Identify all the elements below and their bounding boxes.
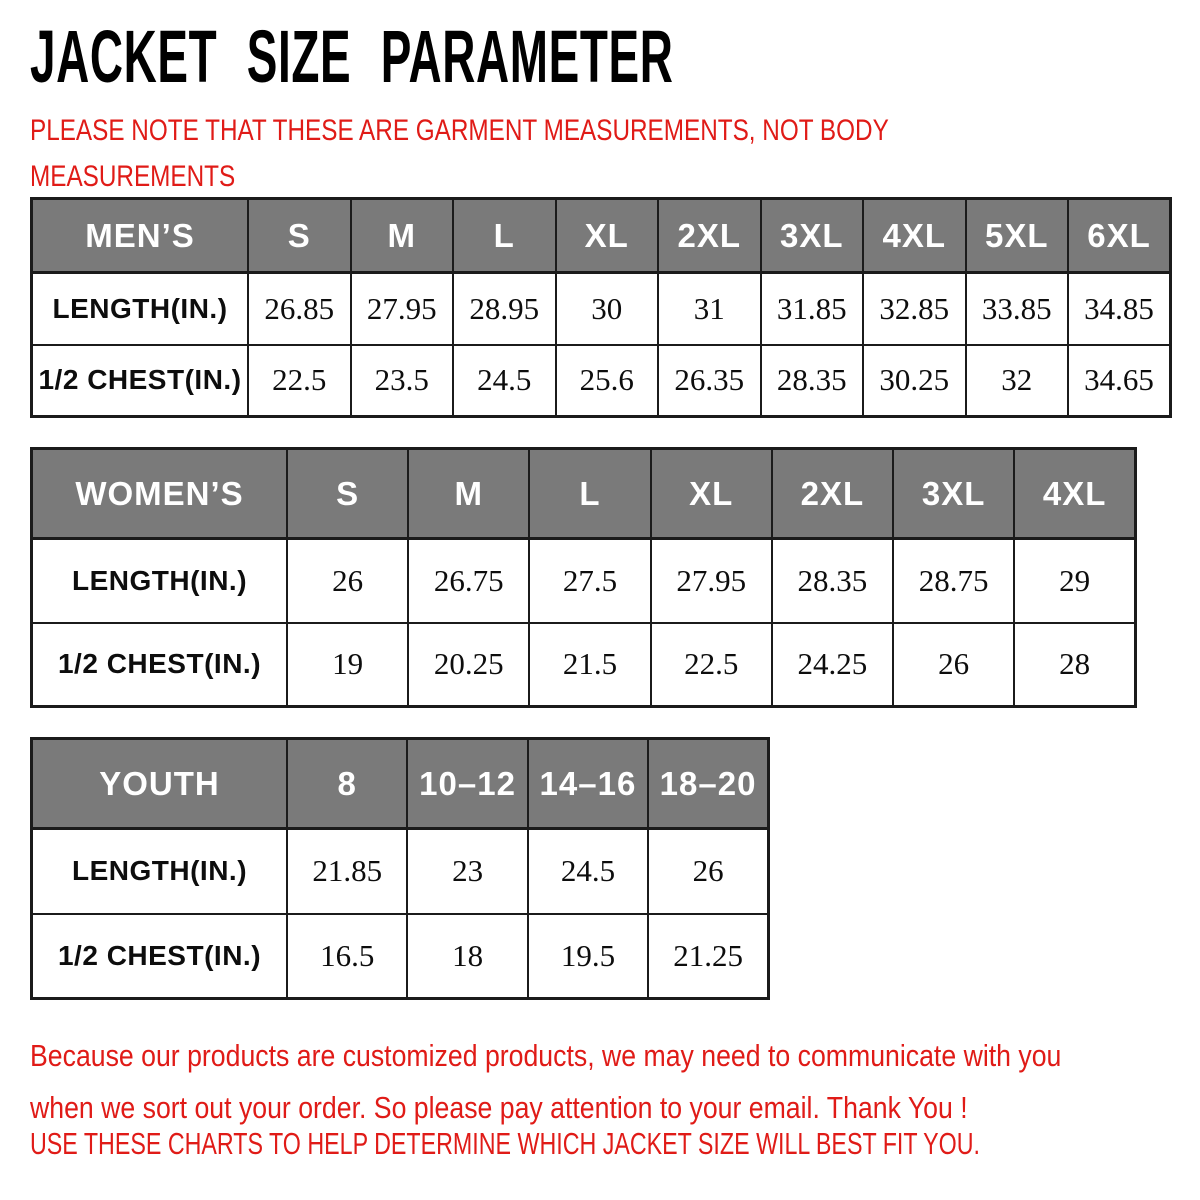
youth-value-cell: 26 bbox=[648, 829, 768, 914]
mens-value-cell: 31.85 bbox=[761, 273, 864, 345]
mens-size-header: 5XL bbox=[966, 199, 1069, 273]
youth-value-cell: 24.5 bbox=[528, 829, 648, 914]
youth-value-cell: 23 bbox=[407, 829, 527, 914]
youth-value-cell: 16.5 bbox=[287, 914, 407, 999]
customization-notice-line-1: Because our products are customized products, we may need to communicate with you bbox=[30, 1038, 1062, 1073]
youth-data-row bbox=[32, 829, 769, 914]
mens-header-row bbox=[32, 199, 1171, 273]
mens-value-cell: 28.95 bbox=[453, 273, 556, 345]
mens-size-table bbox=[30, 197, 1172, 418]
womens-value-cell: 29 bbox=[1014, 539, 1135, 623]
mens-measure-label: 1/2 CHEST(IN.) bbox=[32, 345, 249, 417]
mens-value-cell: 22.5 bbox=[248, 345, 351, 417]
garment-measurement-note bbox=[30, 108, 889, 200]
womens-size-header: 4XL bbox=[1014, 449, 1135, 539]
youth-size-header: 8 bbox=[287, 739, 407, 829]
youth-value-cell: 18 bbox=[407, 914, 527, 999]
mens-value-cell: 32 bbox=[966, 345, 1069, 417]
customization-notice bbox=[30, 1030, 1061, 1134]
womens-size-header: M bbox=[408, 449, 529, 539]
womens-value-cell: 24.25 bbox=[772, 623, 893, 707]
mens-size-header: S bbox=[248, 199, 351, 273]
womens-value-cell: 19 bbox=[287, 623, 408, 707]
mens-value-cell: 23.5 bbox=[351, 345, 454, 417]
womens-value-cell: 20.25 bbox=[408, 623, 529, 707]
womens-header-row bbox=[32, 449, 1136, 539]
page-title: JACKET SIZE PARAMETER bbox=[30, 15, 674, 98]
youth-size-header: 18–20 bbox=[648, 739, 768, 829]
womens-measure-label: 1/2 CHEST(IN.) bbox=[32, 623, 288, 707]
mens-measure-label: LENGTH(IN.) bbox=[32, 273, 249, 345]
youth-measure-label: LENGTH(IN.) bbox=[32, 829, 288, 914]
womens-value-cell: 26.75 bbox=[408, 539, 529, 623]
womens-group-label: WOMEN’S bbox=[32, 449, 288, 539]
note-line-2: MEASUREMENTS bbox=[30, 160, 236, 193]
mens-value-cell: 24.5 bbox=[453, 345, 556, 417]
mens-value-cell: 26.85 bbox=[248, 273, 351, 345]
mens-size-header: L bbox=[453, 199, 556, 273]
womens-data-row bbox=[32, 623, 1136, 707]
womens-value-cell: 26 bbox=[287, 539, 408, 623]
mens-value-cell: 33.85 bbox=[966, 273, 1069, 345]
customization-notice-line-2: when we sort out your order. So please pay attention to your email. Thank You ! bbox=[30, 1090, 968, 1125]
womens-measure-label: LENGTH(IN.) bbox=[32, 539, 288, 623]
womens-size-header: XL bbox=[651, 449, 772, 539]
womens-size-table bbox=[30, 447, 1137, 708]
youth-value-cell: 21.25 bbox=[648, 914, 768, 999]
mens-size-header: 6XL bbox=[1068, 199, 1171, 273]
mens-size-header: 3XL bbox=[761, 199, 864, 273]
mens-value-cell: 32.85 bbox=[863, 273, 966, 345]
youth-header-row bbox=[32, 739, 769, 829]
mens-size-header: XL bbox=[556, 199, 659, 273]
mens-data-row bbox=[32, 345, 1171, 417]
youth-size-header: 14–16 bbox=[528, 739, 648, 829]
youth-group-label: YOUTH bbox=[32, 739, 288, 829]
mens-value-cell: 25.6 bbox=[556, 345, 659, 417]
womens-size-header: 3XL bbox=[893, 449, 1014, 539]
mens-value-cell: 34.65 bbox=[1068, 345, 1171, 417]
mens-data-row bbox=[32, 273, 1171, 345]
mens-value-cell: 31 bbox=[658, 273, 761, 345]
mens-value-cell: 34.85 bbox=[1068, 273, 1171, 345]
youth-value-cell: 21.85 bbox=[287, 829, 407, 914]
mens-value-cell: 30.25 bbox=[863, 345, 966, 417]
womens-value-cell: 27.5 bbox=[529, 539, 650, 623]
mens-value-cell: 26.35 bbox=[658, 345, 761, 417]
youth-data-row bbox=[32, 914, 769, 999]
mens-value-cell: 28.35 bbox=[761, 345, 864, 417]
youth-measure-label: 1/2 CHEST(IN.) bbox=[32, 914, 288, 999]
womens-value-cell: 26 bbox=[893, 623, 1014, 707]
womens-data-row bbox=[32, 539, 1136, 623]
mens-size-header: M bbox=[351, 199, 454, 273]
womens-value-cell: 28 bbox=[1014, 623, 1135, 707]
youth-value-cell: 19.5 bbox=[528, 914, 648, 999]
chart-usage-advice: USE THESE CHARTS TO HELP DETERMINE WHICH JACKET SIZE WILL BEST FIT YOU. bbox=[30, 1126, 981, 1161]
womens-size-header: L bbox=[529, 449, 650, 539]
womens-value-cell: 21.5 bbox=[529, 623, 650, 707]
mens-value-cell: 27.95 bbox=[351, 273, 454, 345]
womens-value-cell: 22.5 bbox=[651, 623, 772, 707]
mens-size-header: 4XL bbox=[863, 199, 966, 273]
womens-value-cell: 27.95 bbox=[651, 539, 772, 623]
womens-value-cell: 28.35 bbox=[772, 539, 893, 623]
mens-size-header: 2XL bbox=[658, 199, 761, 273]
mens-value-cell: 30 bbox=[556, 273, 659, 345]
womens-size-header: 2XL bbox=[772, 449, 893, 539]
note-line-1: PLEASE NOTE THAT THESE ARE GARMENT MEASUREMENTS, NOT BODY bbox=[30, 114, 889, 147]
youth-size-table bbox=[30, 737, 770, 1000]
mens-group-label: MEN’S bbox=[32, 199, 249, 273]
youth-size-header: 10–12 bbox=[407, 739, 527, 829]
womens-size-header: S bbox=[287, 449, 408, 539]
womens-value-cell: 28.75 bbox=[893, 539, 1014, 623]
